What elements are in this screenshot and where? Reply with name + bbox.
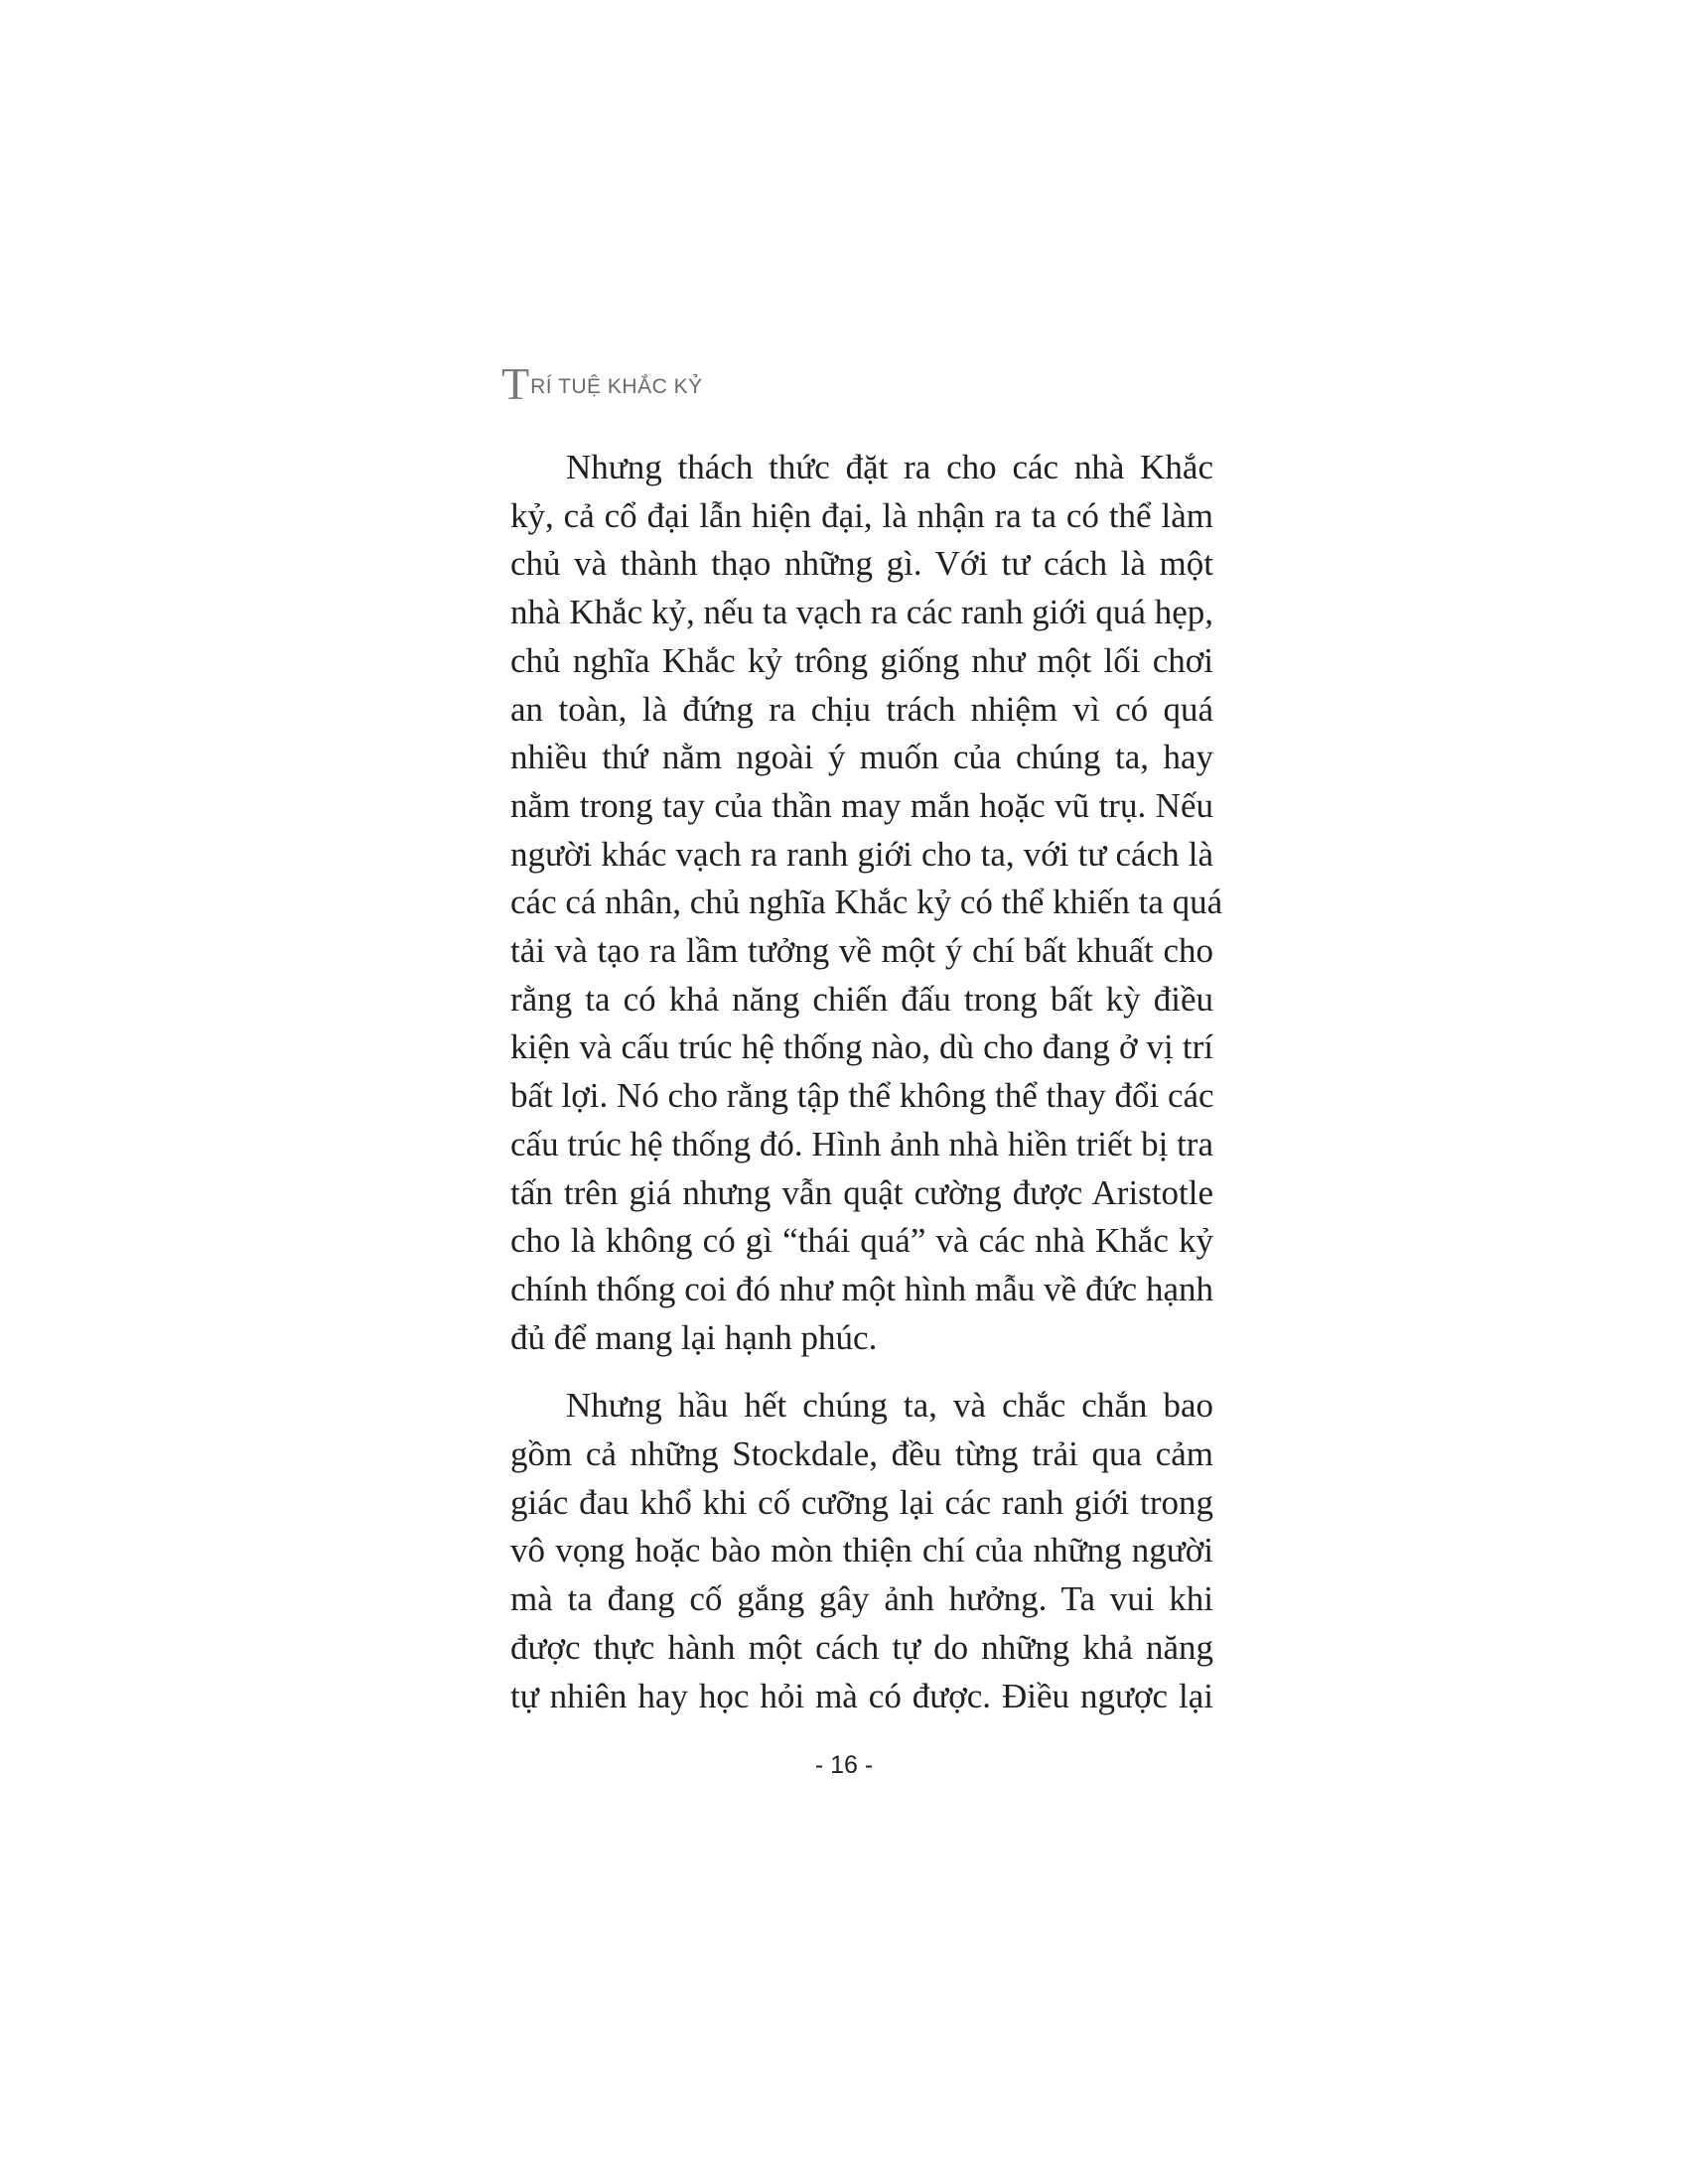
text-line: chủ nghĩa Khắc kỷ trông giống như một lối chơi: [510, 640, 1213, 680]
header-title-text: RÍ TUỆ KHẮC KỶ: [530, 375, 703, 398]
text-line: chủ và thành thạo những gì. Với tư cách là một: [510, 544, 1213, 584]
text-line: Nhưng hầu hết chúng ta, và chắc chắn bao: [566, 1386, 1213, 1426]
text-line: tự nhiên hay học hỏi mà có được. Điều ngược lại: [510, 1676, 1213, 1715]
text-line: cấu trúc hệ thống đó. Hình ảnh nhà hiền triết bị tra: [510, 1124, 1213, 1163]
text-line: giác đau khổ khi cố cưỡng lại các ranh giới trong: [510, 1482, 1213, 1522]
paragraph-2: [510, 1382, 1213, 1720]
text-line: được thực hành một cách tự do những khả năng: [510, 1627, 1213, 1667]
text-line: rằng ta có khả năng chiến đấu trong bất kỳ điều: [510, 979, 1213, 1019]
text-line: chính thống coi đó như một hình mẫu về đức hạnh: [510, 1269, 1213, 1308]
text-line: Nhưng thách thức đặt ra cho các nhà Khắc: [566, 448, 1213, 486]
text-line: các cá nhân, chủ nghĩa Khắc kỷ có thể khiến ta quá: [510, 883, 1223, 922]
text-line: người khác vạch ra ranh giới cho ta, với tư cách là: [510, 834, 1213, 874]
header-initial-letter: T: [501, 358, 530, 409]
body-text: [510, 444, 1223, 1720]
text-line: mà ta đang cố gắng gây ảnh hưởng. Ta vui khi: [510, 1579, 1213, 1619]
text-line: an toàn, là đứng ra chịu trách nhiệm vì có quá: [510, 689, 1213, 729]
text-line: nằm trong tay của thần may mắn hoặc vũ trụ. Nếu: [510, 785, 1213, 825]
text-line: nhiều thứ nằm ngoài ý muốn của chúng ta, hay: [510, 738, 1213, 777]
text-line: cho là không có gì “thái quá” và các nhà Khắc kỷ: [510, 1221, 1213, 1261]
text-line: gồm cả những Stockdale, đều từng trải qua cảm: [510, 1434, 1213, 1474]
page-number: - 16 -: [814, 1751, 874, 1779]
running-header: [501, 353, 703, 409]
text-line: nhà Khắc kỷ, nếu ta vạch ra các ranh giới quá hẹp,: [510, 593, 1213, 632]
text-line: tấn trên giá nhưng vẫn quật cường được Aristotle: [510, 1172, 1213, 1212]
text-line: đủ để mang lại hạnh phúc.: [510, 1317, 878, 1357]
text-line: kiện và cấu trúc hệ thống nào, dù cho đang ở vị trí: [510, 1027, 1213, 1067]
text-line: bất lợi. Nó cho rằng tập thể không thể thay đổi các: [510, 1076, 1214, 1116]
text-line: kỷ, cả cổ đại lẫn hiện đại, là nhận ra ta có thể làm: [510, 495, 1213, 535]
text-line: vô vọng hoặc bào mòn thiện chí của những người: [510, 1531, 1213, 1570]
paragraph-1: [510, 444, 1223, 1362]
text-line: tải và tạo ra lầm tưởng về một ý chí bất khuất cho: [510, 931, 1213, 971]
